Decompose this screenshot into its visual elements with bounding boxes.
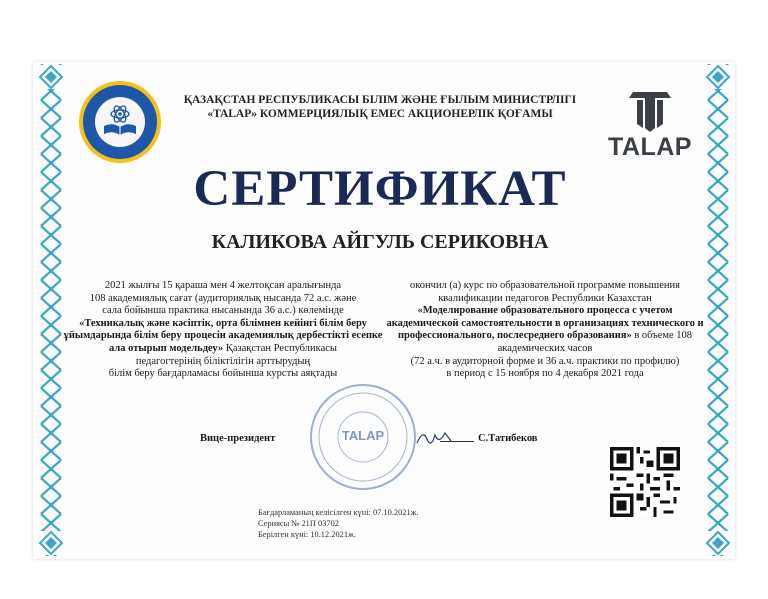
ministry-seal-icon	[78, 80, 162, 164]
official-stamp	[308, 382, 418, 492]
recipient-name: КАЛИКОВА АЙГУЛЬ СЕРИКОВНА	[211, 231, 549, 253]
certificate-series: Сериясы № 21П 03702	[258, 519, 339, 528]
ru-line-1: окончил (а) курс по образовательной программе повышения	[409, 280, 680, 291]
left-ornament-border	[38, 64, 64, 556]
stamp-text: TALAP	[341, 428, 385, 443]
ru-program-title: «Моделирование образовательного процесса с учетом академической самостоятельности в организациях технического и профессионального, послесреднего образования»	[386, 305, 704, 342]
kz-line-2: 108 академиялық сағат (аудиториялық нысанда 72 а.с. және	[89, 292, 357, 304]
handwritten-signature	[415, 425, 455, 449]
kz-line-1: 2021 жылғы 15 қараша мен 4 желтоқсан аралығында	[104, 280, 342, 291]
qr-code-icon	[610, 447, 680, 517]
talap-logo-text: TALAP	[608, 133, 692, 161]
ru-line-5: в период с 15 ноября по 4 декабря 2021 года	[446, 368, 644, 380]
kz-line-6: білім беру бағдарламасы бойынша курсты аяқтады	[108, 368, 338, 380]
kazakh-text-block	[63, 280, 383, 381]
kz-line-5: педагогтерінің біліктілігін арттырудың	[135, 355, 311, 367]
organization-header	[170, 93, 590, 121]
program-agreed-date: Бағдарламаның келісілген күні: 07.10.2021ж.	[258, 508, 419, 517]
signatory-role: Вице-президент	[200, 433, 276, 444]
certificate-title: СЕРТИФИКАТ	[193, 161, 567, 217]
russian-text-block	[386, 280, 704, 381]
kz-program-title: «Техникалық және кәсіптік, орта білімнен кейінгі білім беру ұйымдарында білім беру процесін академиялық дербестікті есепке ала отырып модельдеу»	[63, 317, 383, 354]
kz-line-3: сала бойынша практика нысанында 36 а.с.) көлемінде	[102, 305, 344, 317]
org-line-1: ҚАЗАҚСТАН РЕСПУБЛИКАСЫ БІЛІМ ЖӘНЕ ҒЫЛЫМ МИНИСТРЛІГІ	[183, 94, 577, 106]
ru-line-4: (72 а.ч. в аудиторной форме и 36 а.ч. практики по профилю)	[410, 355, 680, 367]
ru-line-2: квалификации педагогов Республики Казахстан	[438, 292, 652, 304]
certificate-metadata	[258, 507, 419, 540]
signatory-name: С.Татибеков	[478, 433, 538, 444]
signature-line	[440, 441, 474, 442]
org-line-2: «TALAP» КОММЕРЦИЯЛЫҚ ЕМЕС АКЦИОНЕРЛІК ҚОҒАМЫ	[207, 108, 553, 120]
ru-line-3: в объеме 108 академических часов	[497, 330, 693, 354]
issue-date: Берілген күні: 10.12.2021ж.	[258, 530, 356, 539]
kz-line-4: Қазақстан Республикасы	[225, 342, 337, 354]
right-ornament-border	[705, 64, 731, 556]
